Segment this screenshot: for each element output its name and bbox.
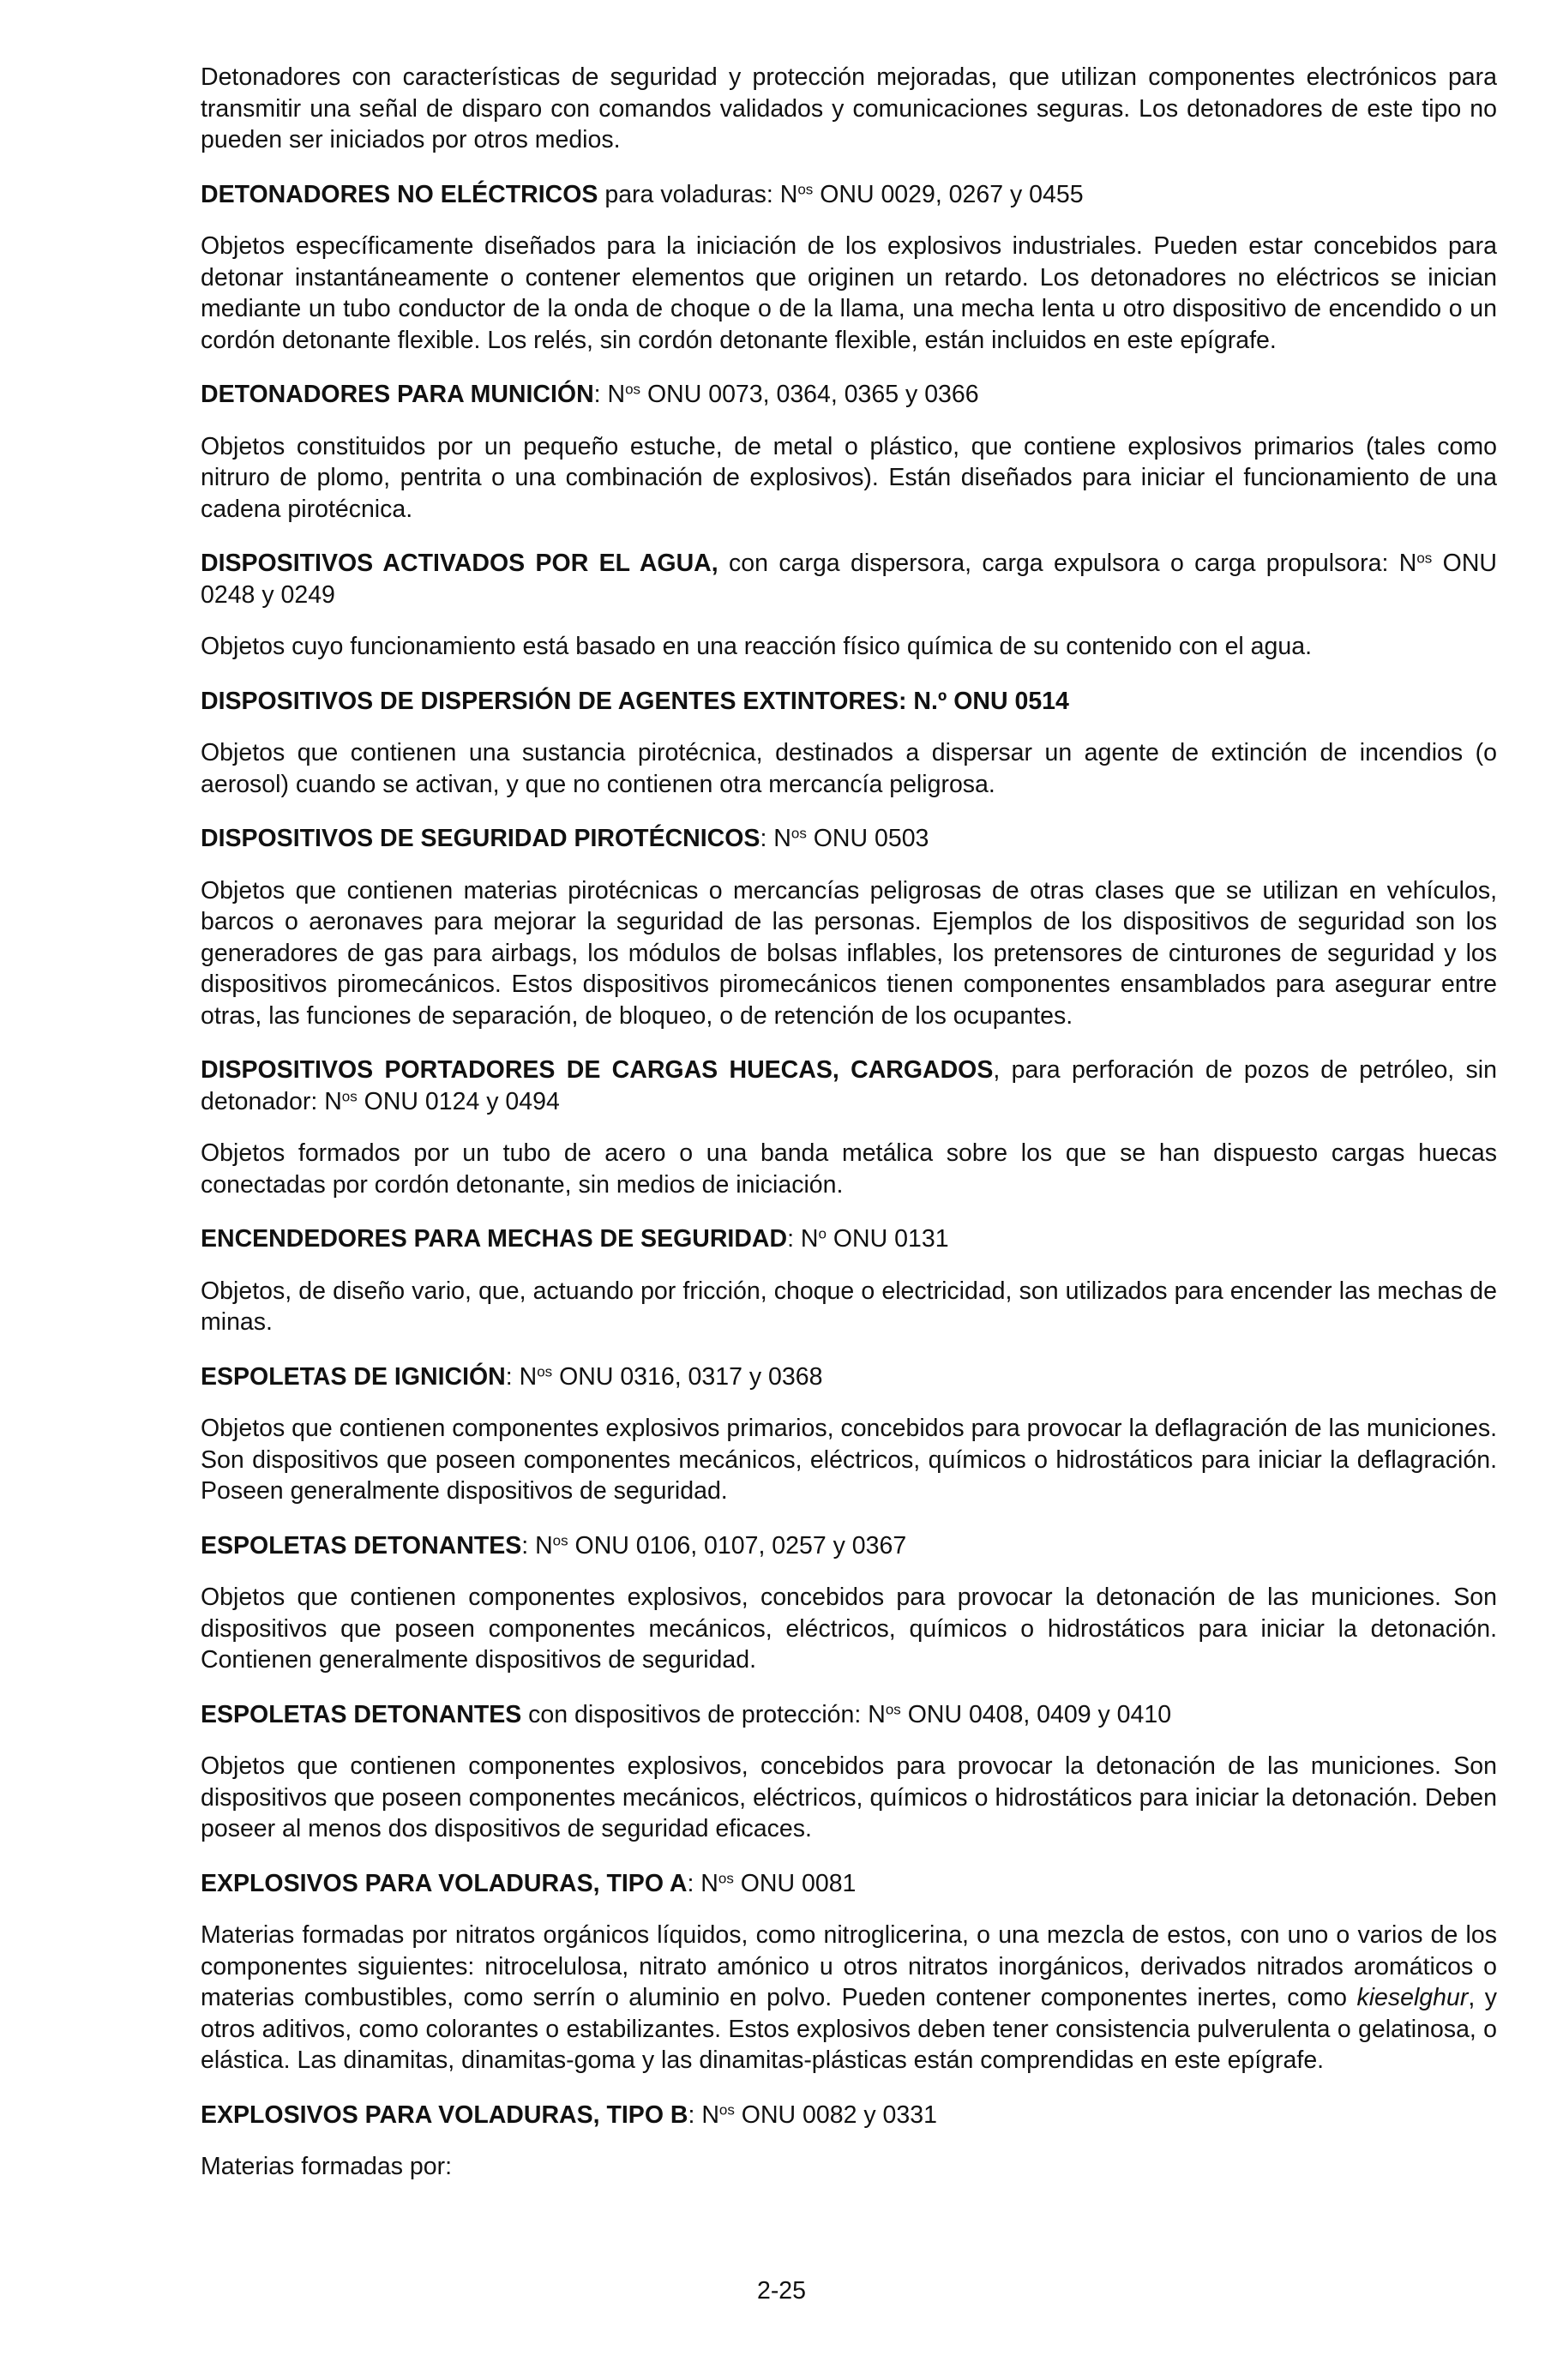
entry-sup: os [537,1363,553,1380]
entry-qualifier: , para perforación de pozos de petróleo, sin detonador: N [201,1056,1497,1115]
entry-un-numbers: ONU 0316, 0317 y 0368 [552,1362,823,1391]
entry-heading-detonadores-no-electricos [201,179,1497,211]
intro-paragraph: Detonadores con características de seguridad y protección mejoradas, que utilizan componentes electrónicos para transmitir una señal de disparo con comandos validados y comunicaciones seguras. Los detonadores de este tipo no pueden ser iniciados por otros medios. [201,63,1497,153]
entry-heading-dispositivos-activados-agua [201,548,1497,610]
entry-qualifier: : N [593,381,626,408]
entry-body [201,1920,1497,2076]
entry-qualifier: : N [760,825,791,852]
entry-body: Objetos que contienen componentes explosivos primarios, concebidos para provocar la deflagración de las municiones. Son dispositivos que poseen componentes mecánicos, eléctricos, químicos o hidrostáticos para iniciar la deflagración. Poseen generalmente dispositivos de seguridad. [201,1415,1497,1505]
entry-qualifier: : N [505,1362,538,1391]
entry-qualifier: para voladuras: N [598,180,798,208]
entry-un-numbers: ONU 0124 y 0494 [357,1087,560,1115]
entry-un-numbers: ONU 0081 [733,1869,857,1897]
entry-body: Objetos constituidos por un pequeño estuche, de metal o plástico, que contiene explosivos primarios (tales como nitruro de plomo, pentrita o una combinación de explosivos). Están diseñados para iniciar el funcionamiento de una cadena pirotécnica. [201,432,1497,523]
entry-un-numbers: ONU 0248 y 0249 [201,550,1498,609]
entry-sup: os [341,1088,358,1105]
entry-qualifier: : N [787,1225,819,1253]
entry-un-numbers: ONU 0082 y 0331 [734,2101,937,2129]
entry-title: ESPOLETAS DETONANTES [201,1531,522,1560]
entry-body: Objetos formados por un tubo de acero o una banda metálica sobre los que se han dispuesto cargas huecas conectadas por cordón detonante, sin medios de iniciación. [201,1139,1497,1199]
entry-heading-dispositivos-portadores-cargas-huecas [201,1055,1497,1117]
entry-sup: o [818,1225,827,1242]
entry-body-part: Materias formadas por nitratos orgánicos líquidos, como nitroglicerina, o una mezcla de estos, con uno o varios de los componentes siguientes: nitrocelulosa, nitrato amónico u otros nitratos inorgánicos, derivados nitrados aromáticos o materias combustibles, como serrín o aluminio en polvo. Pueden contener componentes inertes, como [201,1921,1497,2011]
page-number: 2-25 [756,2277,807,2305]
entry-title: ENCENDEDORES PARA MECHAS DE SEGURIDAD [201,1225,788,1253]
entry-heading-explosivos-tipo-a [201,1868,1497,1900]
entry-un-numbers: ONU 0029, 0267 y 0455 [813,180,1084,208]
entry-body: Objetos que contienen componentes explosivos, concebidos para provocar la detonación de las municiones. Son dispositivos que poseen componentes mecánicos, eléctricos, químicos o hidrostáticos para iniciar la detonación. Contienen generalmente dispositivos de seguridad. [201,1584,1497,1674]
entry-qualifier: con dispositivos de protección: N [521,1700,886,1728]
entry-body-italic-term: kieselghur [1356,1984,1469,2011]
entry-heading-espoletas-ignicion [201,1361,1497,1393]
entry-sup: os [718,2101,735,2119]
entry-title: DETONADORES NO ELÉCTRICOS [201,180,598,208]
entry-title: EXPLOSIVOS PARA VOLADURAS, TIPO A [201,1869,688,1897]
entry-sup: os [552,1532,568,1549]
entry-sup: os [791,825,807,842]
entry-title: DISPOSITIVOS PORTADORES DE CARGAS HUECAS, CARGADOS [201,1056,994,1084]
entry-heading-dispositivos-seguridad-pirotecnicos [201,823,1497,855]
entry-sup: os [797,181,814,198]
entry-title: ESPOLETAS DETONANTES [201,1700,522,1728]
entry-sup: os [1416,550,1433,567]
entry-body: Objetos que contienen una sustancia pirotécnica, destinados a dispersar un agente de extinción de incendios (o aerosol) cuando se activan, y que no contienen otra mercancía peligrosa. [201,739,1497,798]
entry-title: EXPLOSIVOS PARA VOLADURAS, TIPO B [201,2101,688,2129]
entry-sup: os [625,381,641,398]
entry-sup: os [885,1701,901,1718]
entry-body: Objetos que contienen materias pirotécnicas o mercancías peligrosas de otras clases que se utilizan en vehículos, barcos o aeronaves para mejorar la seguridad de las personas. Ejemplos de los dispositivos de seguridad son los generadores de gas para airbags, los módulos de bolsas inflables, los pretensores de cinturones de seguridad y los dispositivos piromecánicos. Estos dispositivos piromecánicos tienen componentes ensamblados para asegurar entre otras, las funciones de separación, de bloqueo, o de retención de los ocupantes. [201,876,1497,1030]
entry-body-part: , y otros aditivos, como colorantes o estabilizantes. Estos explosivos deben tener consistencia pulverulenta o gelatinosa, o elástica. Las dinamitas, dinamitas-goma y las dinamitas-plásticas están comprendidas en este epígrafe. [201,1984,1497,2074]
entry-heading-espoletas-detonantes-proteccion [201,1699,1497,1731]
document-page [201,62,1497,2206]
entry-qualifier: : N [688,2101,719,2129]
entry-heading-encendedores-mechas [201,1223,1497,1255]
entry-title: DISPOSITIVOS ACTIVADOS POR EL AGUA, [201,550,718,577]
entry-heading-explosivos-tipo-b [201,2100,1497,2131]
entry-title: DISPOSITIVOS DE DISPERSIÓN DE AGENTES EXTINTORES: N.º ONU 0514 [201,687,1069,715]
entry-qualifier: : N [521,1531,553,1560]
entry-heading-espoletas-detonantes [201,1530,1497,1562]
entry-un-numbers: ONU 0073, 0364, 0365 y 0366 [640,381,979,408]
entry-title: DETONADORES PARA MUNICIÓN [201,381,594,408]
entry-body: Objetos específicamente diseñados para la iniciación de los explosivos industriales. Pueden estar concebidos para detonar instantáneamente o contener elementos que originen un retardo. Los detonadores no eléctricos se inician mediante un tubo conductor de la onda de choque o de la llama, una mecha lenta u otro dispositivo de encendido o un cordón detonante flexible. Los relés, sin cordón detonante flexible, están incluidos en este epígrafe. [201,232,1497,354]
entry-un-numbers: ONU 0131 [826,1225,949,1253]
entry-qualifier: : N [687,1869,718,1897]
entry-heading-dispositivos-dispersion-extintores [201,686,1497,718]
entry-title: DISPOSITIVOS DE SEGURIDAD PIROTÉCNICOS [201,825,760,852]
entry-body: Materias formadas por: [201,2153,453,2180]
entry-sup: os [718,1870,734,1887]
entry-body: Objetos que contienen componentes explosivos, concebidos para provocar la detonación de las municiones. Son dispositivos que poseen componentes mecánicos, eléctricos, químicos o hidrostáticos para iniciar la detonación. Deben poseer al menos dos dispositivos de seguridad eficaces. [201,1752,1497,1842]
entry-un-numbers: ONU 0408, 0409 y 0410 [900,1700,1172,1728]
entry-body: Objetos cuyo funcionamiento está basado en una reacción físico química de su contenido con el agua. [201,633,1312,660]
entry-body: Objetos, de diseño vario, que, actuando por fricción, choque o electricidad, son utilizados para encender las mechas de minas. [201,1277,1497,1336]
entry-heading-detonadores-para-municion [201,379,1497,411]
entry-un-numbers: ONU 0503 [806,825,929,852]
entry-un-numbers: ONU 0106, 0107, 0257 y 0367 [568,1531,907,1560]
entry-qualifier: con carga dispersora, carga expulsora o carga propulsora: N [718,550,1417,577]
entry-title: ESPOLETAS DE IGNICIÓN [201,1362,506,1391]
